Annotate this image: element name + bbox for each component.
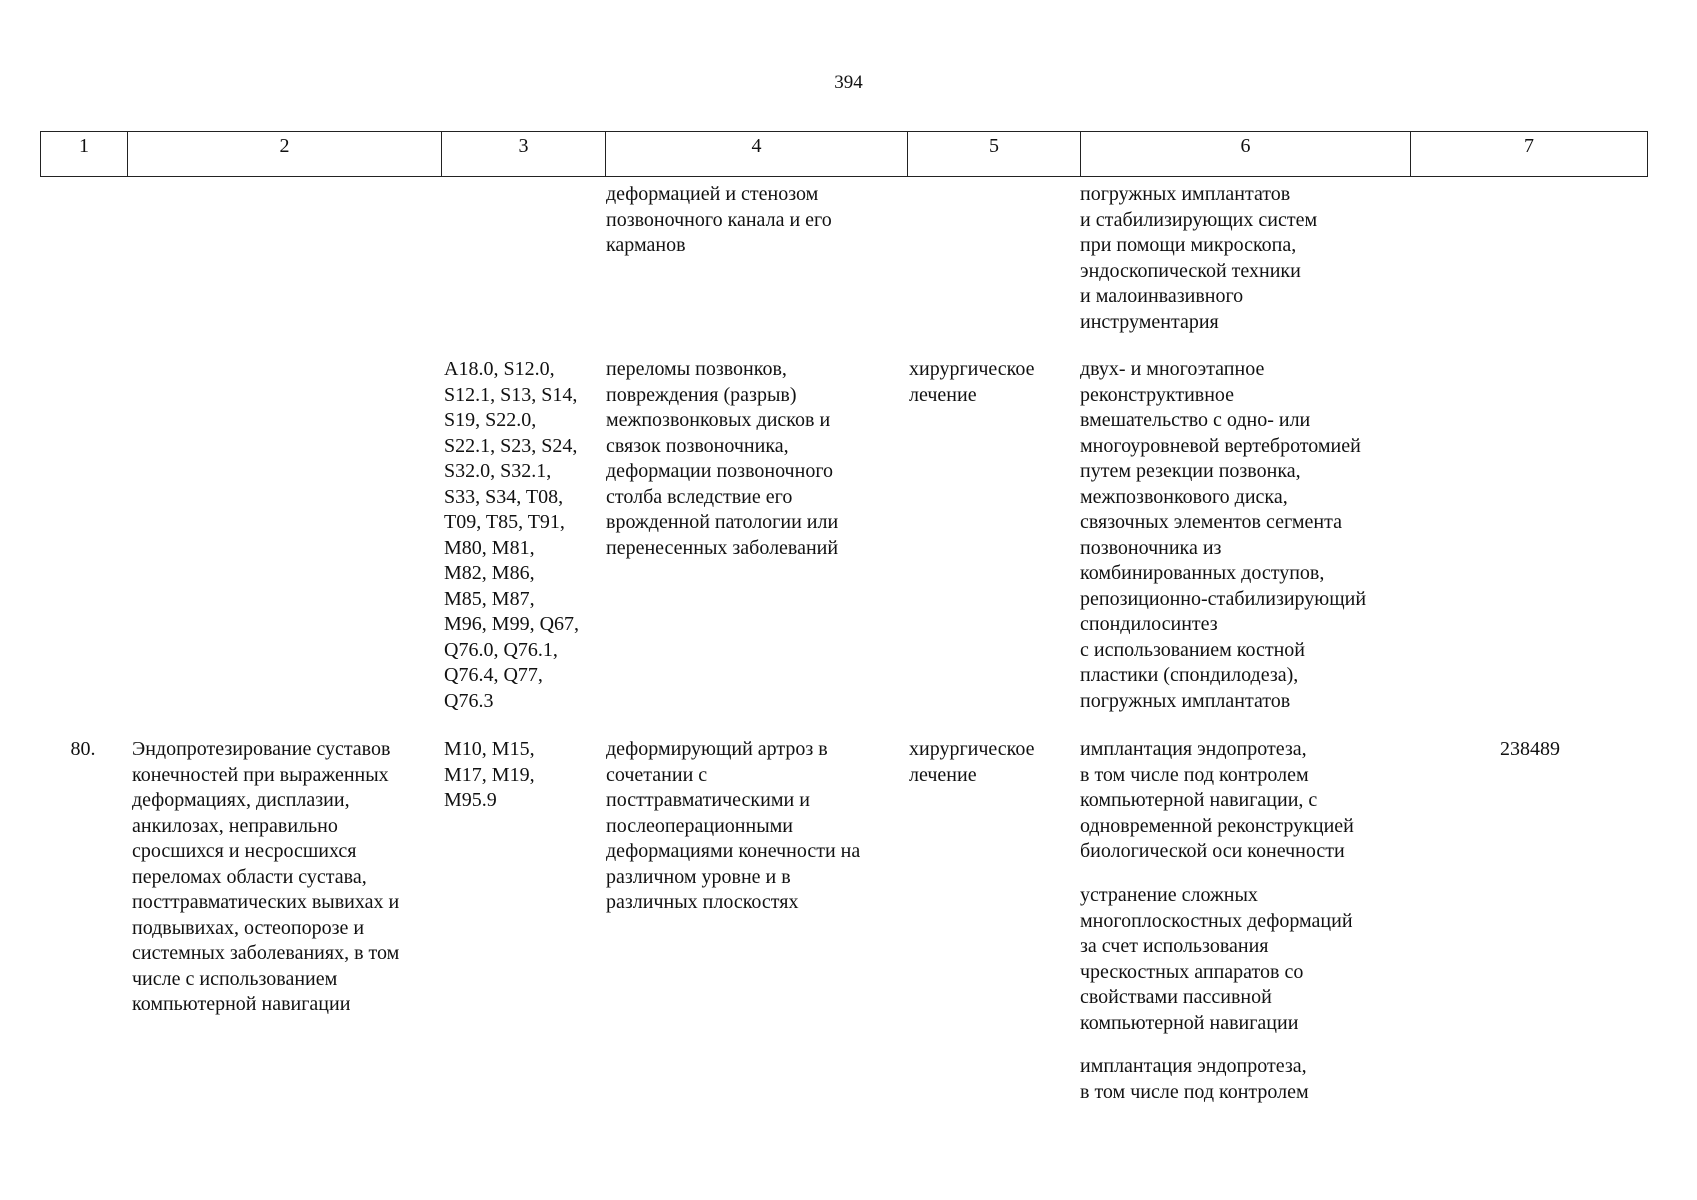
treatment-method: имплантация эндопротеза, в том числе под контролем компьютерной навигации, с одновременной реконструкцией биологической оси конечности [1080,738,1354,862]
treatment-type: хирургическое лечение [909,738,1035,786]
column-header-table [40,131,1648,177]
header-row [41,132,1648,177]
icd-codes: M10, M15, M17, M19, M95.9 [444,738,535,811]
treatment-type: хирургическое лечение [909,358,1035,406]
cost-value: 238489 [1500,738,1560,760]
header-col-7: 7 [1411,132,1648,177]
icd-codes: A18.0, S12.0, S12.1, S13, S14, S19, S22.0, S22.1, S23, S24, S32.0, S32.1, S33, S34, T08, T09, T85, T91, M80, M81, M82, M86, M85, M87, M96, M99, Q67, Q76.0, Q76.1, Q76.4, Q77, Q76.3 [444,358,580,712]
header-col-2: 2 [128,132,442,177]
row-number: 80. [70,738,96,760]
header-col-6: 6 [1081,132,1411,177]
diagnosis: переломы позвонков, повреждения (разрыв) межпозвонковых дисков и связок позвоночника, деформации позвоночного столба вследствие его врожденной патологии или перенесенных заболеваний [606,358,839,559]
page-number: 394 [834,72,863,93]
treatment-method: устранение сложных многоплоскостных деформаций за счет использования чрескостных аппаратов со свойствами пассивной компьютерной навигации [1080,884,1353,1034]
procedure-name: Эндопротезирование суставов конечностей при выраженных деформациях, дисплазии, анкилозах, неправильно сросшихся и несросшихся переломах области сустава, посттравматических вывихах и подвывихах, остеопорозе и системных заболеваниях, в том числе с использованием компьютерной навигации [132,738,400,1015]
header-col-4: 4 [606,132,908,177]
header-col-1: 1 [41,132,128,177]
treatment-method: имплантация эндопротеза, в том числе под контролем [1080,1055,1309,1103]
header-col-5: 5 [908,132,1081,177]
treatment-method: двух- и многоэтапное реконструктивное вмешательство с одно- или многоуровневой вертебротомией путем резекции позвонка, межпозвонкового диска, связочных элементов сегмента позвоночника из комбинированных доступов, репозиционно-стабилизирующий спондилосинтез с использованием костной пластики (спондилодеза), погружных имплантатов [1080,358,1367,712]
header-col-3: 3 [442,132,606,177]
diagnosis: деформирующий артроз в сочетании с посттравматическими и послеоперационными деформациями конечности на различном уровне и в различных плоскостях [606,738,861,913]
continuation-diagnosis: деформацией и стенозом позвоночного канала и его карманов [606,183,832,256]
continuation-method: погружных имплантатов и стабилизирующих систем при помощи микроскопа, эндоскопической техники и малоинвазивного инструментария [1080,183,1318,333]
